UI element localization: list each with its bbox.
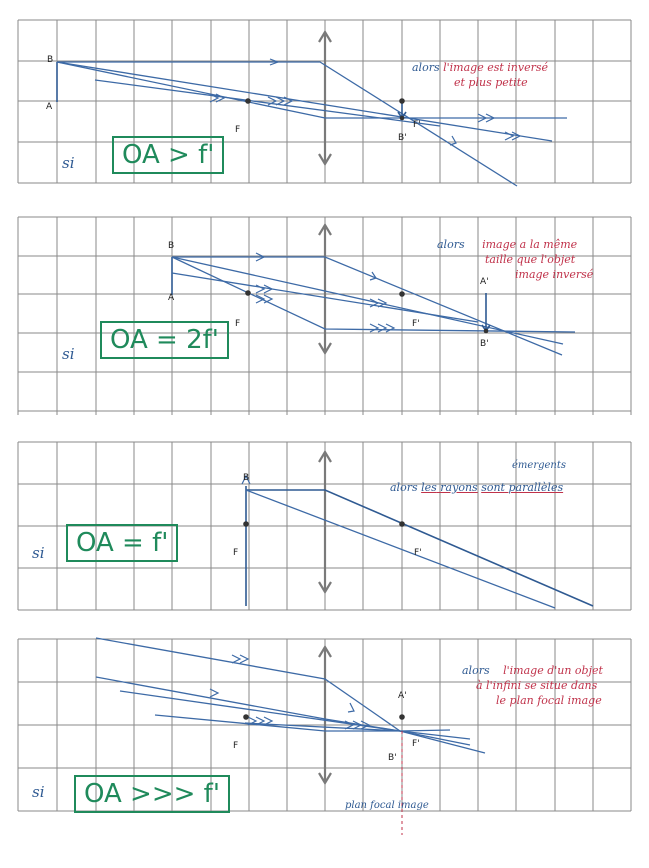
note-line-1: image a la même [482,238,578,251]
label-B: B [168,241,175,251]
condition-box: OA > f' [112,136,224,174]
note-les: les [421,481,437,494]
note-sont: sont [481,481,505,494]
label-Fprime: F' [414,548,422,558]
note-2 [437,237,593,282]
condition-box: OA = 2f' [100,321,229,359]
note-1 [412,60,548,90]
focal-point-Fprime [399,521,405,527]
label-B: B [47,55,54,65]
focal-point-F [243,714,249,720]
note-alors: alors [462,664,490,677]
focal-point-F [243,521,249,527]
plan-focal-label: plan focal image [345,800,429,811]
label-F: F [235,125,241,135]
focal-point-F [245,98,251,104]
ray-center [120,691,485,753]
note-line-2: à l'infini se situe dans [476,679,598,692]
note-line-2: et plus petite [454,76,528,89]
note-alors: alors [437,238,465,251]
panel-1 [0,20,649,220]
note-alors: alors [412,61,440,74]
label-Bprime: B' [398,133,407,143]
note-line-1: l'image d'un objet [503,664,603,677]
label-F: F [233,548,239,558]
ray-mid [96,677,470,739]
label-Aprime: A' [398,691,407,701]
note-alors: alors [390,481,418,494]
note-4 [462,663,603,708]
note-rayons: rayons [440,481,478,494]
note-line-1: l'image est inversé [443,61,549,74]
si-label: si [62,345,75,363]
panel-3 [0,440,649,640]
label-B: B [243,473,250,483]
note-line-2: taille que l'objet [485,253,576,266]
note-3 [390,480,563,495]
lens [319,647,331,783]
label-Fprime: F' [412,319,420,329]
label-A: A [46,102,53,112]
condition-box: OA = f' [66,524,178,562]
lens [319,225,331,353]
si-label: si [32,783,45,801]
focal-point-F [245,290,251,296]
si-label: si [62,154,75,172]
note-paralleles: parallèles [508,481,564,494]
label-Fprime: F' [413,120,421,130]
note-line-3: image inversé [515,268,594,281]
label-F: F [235,319,241,329]
label-Bprime: B' [480,339,489,349]
focal-point-Fprime [399,714,405,720]
label-Fprime: F' [412,739,420,749]
condition-box: OA >>> f' [74,775,230,813]
si-label: si [32,544,45,562]
label-Bprime: B' [388,753,397,763]
note-line-3: le plan focal image [496,694,602,707]
panel-4 [0,635,649,868]
label-F: F [233,741,239,751]
focal-point-Fprime [399,98,405,104]
focal-point-Fprime [399,291,405,297]
note-emergents: émergents [512,460,567,471]
lens [319,32,331,164]
ray-center [246,490,555,608]
panel-2 [0,215,649,415]
label-Aprime: A' [480,277,489,287]
ray-extra [95,80,440,126]
label-A: A [168,293,175,303]
panel-1-drawing [0,20,649,220]
